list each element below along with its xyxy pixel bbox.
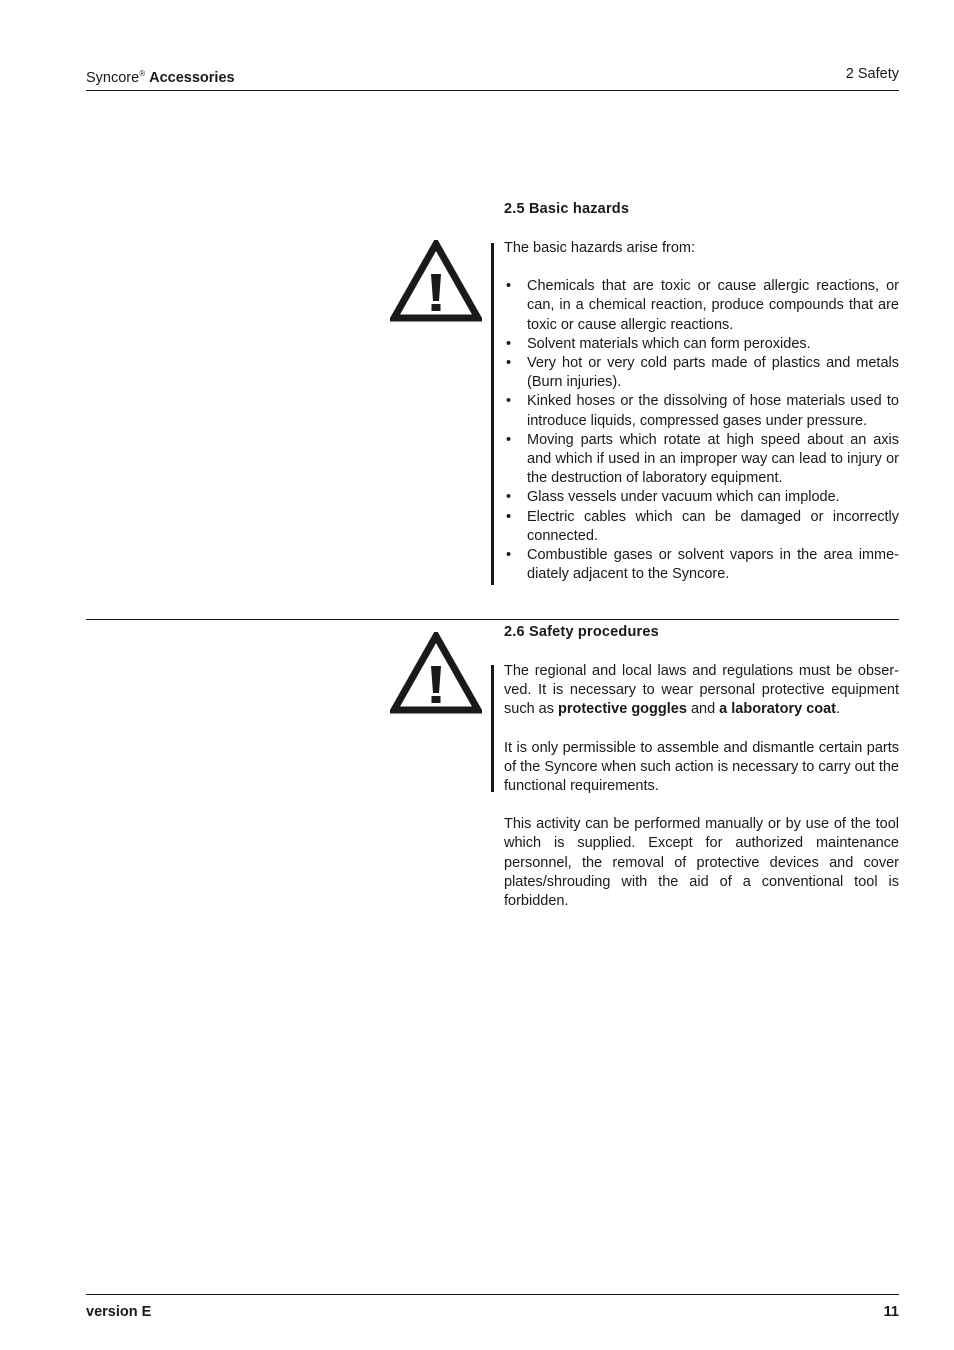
section-divider xyxy=(86,619,899,620)
list-item: • Electric cables which can be damaged or incorrectly connected. xyxy=(504,508,899,546)
change-bar xyxy=(491,243,494,585)
registered-mark: ® xyxy=(139,69,146,78)
section-title: 2.5 Basic hazards xyxy=(504,201,630,217)
paragraph: The regional and local laws and regulations must be obser-ved. It is necessary to wear personal protective equipment such as protective goggles and a laboratory coat. xyxy=(504,663,899,718)
list-item: • Kinked hoses or the dissolving of hose materials used to introduce liquids, compressed gases under pressure. xyxy=(504,392,899,430)
paragraph: This activity can be performed manually or by use of the tool which is supplied. Except for authorized maintenance personnel, the removal of protective devices and cover plates/shrouding with the aid of a conventional tool is forbidden. xyxy=(504,816,899,910)
section-safety-procedures xyxy=(504,623,899,911)
section-title: 2.6 Safety procedures xyxy=(504,624,659,640)
list-item: • Very hot or very cold parts made of plastics and metals (Burn injuries). xyxy=(504,354,899,392)
header-chapter: 2 Safety xyxy=(845,66,899,82)
header-section: Accessories xyxy=(149,70,235,86)
list-item: • Combustible gases or solvent vapors in the area imme-diately adjacent to the Syncore. xyxy=(504,546,899,584)
section-basic-hazards xyxy=(504,200,899,584)
list-item: • Glass vessels under vacuum which can implode. xyxy=(504,488,899,507)
running-header-title xyxy=(86,65,235,87)
emphasis-lab-coat: a laboratory coat xyxy=(719,701,837,718)
footer-version: version E xyxy=(86,1304,152,1320)
list-item: • Solvent materials which can form peroxides. xyxy=(504,335,899,354)
paragraph: It is only permissible to assemble and dismantle certain parts of the Syncore when such action is necessary to carry out the functional requirements. xyxy=(504,739,899,795)
list-item: • Moving parts which rotate at high speed about an axis and which if used in an improper way can lead to injury or the destruction of laboratory equipment. xyxy=(504,431,899,489)
list-item: • Chemicals that are toxic or cause allergic reactions, or can, in a chemical reaction, produce compounds that are toxic or cause allergic reactions. xyxy=(504,277,899,335)
footer-rule xyxy=(86,1294,899,1295)
hazards-list xyxy=(504,277,899,584)
hazards-intro: The basic hazards arise from: xyxy=(504,240,695,256)
warning-triangle-icon xyxy=(390,632,482,714)
warning-triangle-icon xyxy=(390,240,482,322)
change-bar xyxy=(491,665,494,792)
page-number: 11 xyxy=(883,1304,899,1320)
emphasis-goggles: protective goggles xyxy=(558,701,687,718)
header-rule xyxy=(86,90,899,91)
header-product: Syncore xyxy=(86,70,140,86)
